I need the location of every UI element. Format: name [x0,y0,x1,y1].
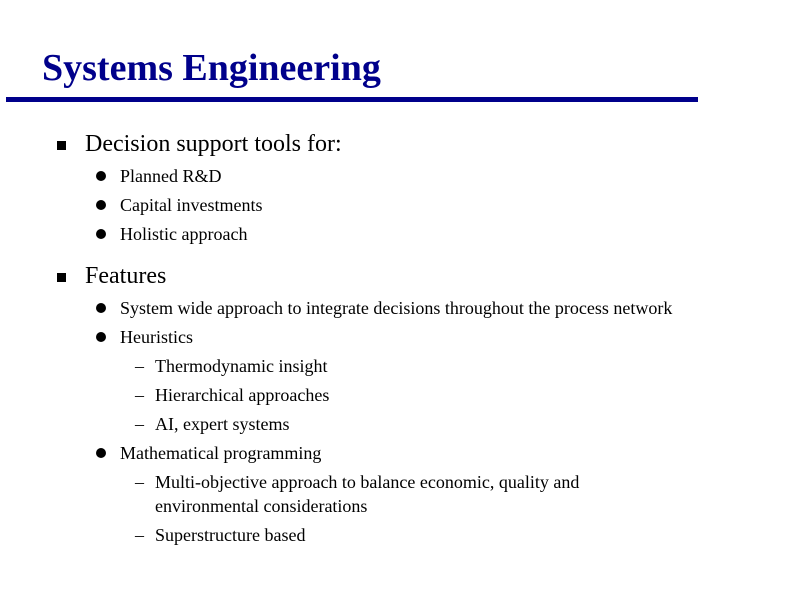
dash-bullet: – [135,414,144,434]
dash-bullet: – [135,385,144,405]
bullet-text: System wide approach to integrate decisions throughout the process network [120,298,673,318]
bullet-level3 [0,412,800,436]
title-underline [6,97,698,102]
bullet-text: Heuristics [120,327,193,347]
round-bullet-icon [96,171,106,181]
bullet-level2 [0,441,800,465]
bullet-level2 [0,325,800,349]
square-bullet-icon [57,273,66,282]
dash-bullet: – [135,356,144,376]
bullet-text: Holistic approach [120,224,248,244]
bullet-text: Decision support tools for: [85,131,342,157]
square-bullet-icon [57,141,66,150]
round-bullet-icon [96,448,106,458]
round-bullet-icon [96,229,106,239]
bullet-text: Planned R&D [120,166,222,186]
bullet-level2 [0,164,800,188]
dash-bullet: – [135,525,144,545]
round-bullet-icon [96,332,106,342]
bullet-text: Capital investments [120,195,263,215]
dash-bullet: – [135,472,144,492]
bullet-level3 [0,354,800,378]
bullet-level2 [0,296,800,320]
round-bullet-icon [96,200,106,210]
bullet-text: Mathematical programming [120,443,322,463]
bullet-level2 [0,222,800,246]
bullet-level3 [0,383,800,407]
slide-title: Systems Engineering [42,47,381,89]
bullet-level1 [0,124,800,164]
bullet-text: AI, expert systems [155,414,290,434]
bullet-level3 [0,470,800,518]
bullet-text: Hierarchical approaches [155,385,330,405]
bullet-level2 [0,193,800,217]
bullet-level3 [0,523,800,547]
bullet-level1 [0,256,800,296]
bullet-text: Superstructure based [155,525,306,545]
bullet-text: Features [85,263,167,289]
bullet-text: Thermodynamic insight [155,356,328,376]
bullet-text: Multi-objective approach to balance economic, quality and environmental considerations [155,472,580,516]
slide-content [0,124,800,552]
round-bullet-icon [96,303,106,313]
